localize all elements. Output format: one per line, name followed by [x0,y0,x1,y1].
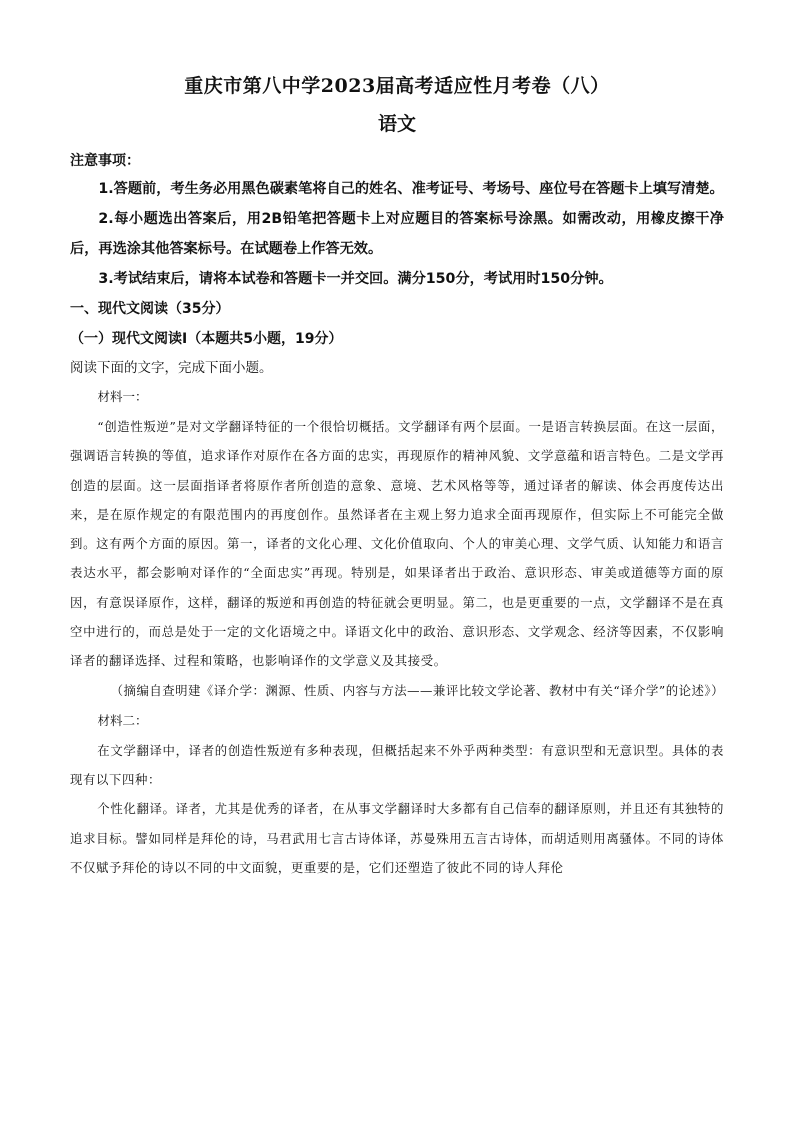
notice-heading: 注意事项： [70,153,140,169]
exam-title: 重庆市第八中学2023届高考适应性月考卷（八） [184,75,610,97]
notice-item-1: 1.答题前，考生务必用黑色碳素笔将自己的姓名、准考证号、考场号、座位号在答题卡上填写清楚。 [98,181,724,197]
material-2-label: 材料二： [97,712,148,728]
exam-page [70,70,724,882]
material-1-source: （摘编自查明建《译介学：渊源、性质、内容与方法——兼评比较文学论著、教材中有关“译介学”的论述》） [110,682,724,698]
notice-item-3: 3.考试结束后，请将本试卷和答题卡一并交回。满分150分，考试用时150分钟。 [98,271,613,287]
reading-instruction: 阅读下面的文字，完成下面小题。 [70,360,273,376]
section-title: 一、现代文阅读（35分） [70,301,230,317]
notice-item-2: 2.每小题选出答案后，用2B铅笔把答题卡上对应题目的答案标号涂黑。如需改动，用橡皮擦干净后，再选涂其他答案标号。在试题卷上作答无效。 [70,211,724,257]
material-2-para-2: 个性化翻译。译者，尤其是优秀的译者，在从事文学翻译时大多都有自己信奉的翻译原则，并且还有其独特的追求目标。譬如同样是拜伦的诗，马君武用七言古诗体译，苏曼殊用五言古诗体，而胡适则用离骚体。不同的诗体不仅赋予拜伦的诗以不同的中文面貌，更重要的是，它们还塑造了彼此不同的诗人拜伦 [70,801,724,875]
material-1-text: “创造性叛逆”是对文学翻译特征的一个很恰切概括。文学翻译有两个层面。一是语言转换层面。在这一层面，强调语言转换的等值，追求译作对原作在各方面的忠实，再现原作的精神风貌、文学意蕴和语言特色。二是文学再创造的层面。这一层面指译者将原作者所创造的意象、意境、艺术风格等等，通过译者的解读、体会再度传达出来，是在原作规定的有限范围内的再度创作。虽然译者在主观上努力追求全面再现原作，但实际上不可能完全做到。这有两个方面的原因。第一，译者的文化心理、文化价值取向、个人的审美心理、文学气质、认知能力和语言表达水平，都会影响对译作的“全面忠实”再现。特别是，如果译者出于政治、意识形态、审美或道德等方面的原因，有意误译原作，这样，翻译的叛逆和再创造的特征就会更明显。第二，也是更重要的一点，文学翻译不是在真空中进行的，而总是处于一定的文化语境之中。译语文化中的政治、意识形态、文学观念、经济等因素，不仅影响译者的翻译选择、过程和策略，也影响译作的文学意义及其接受。 [70,419,724,669]
material-2-para-1: 在文学翻译中，译者的创造性叛逆有多种表现，但概括起来不外乎两种类型：有意识型和无意识型。具体的表现有以下四种： [70,742,724,787]
part-title: （一）现代文阅读Ⅰ（本题共5小题，19分） [70,331,343,347]
subject-title: 语文 [377,113,416,135]
material-1-label: 材料一： [97,389,148,404]
